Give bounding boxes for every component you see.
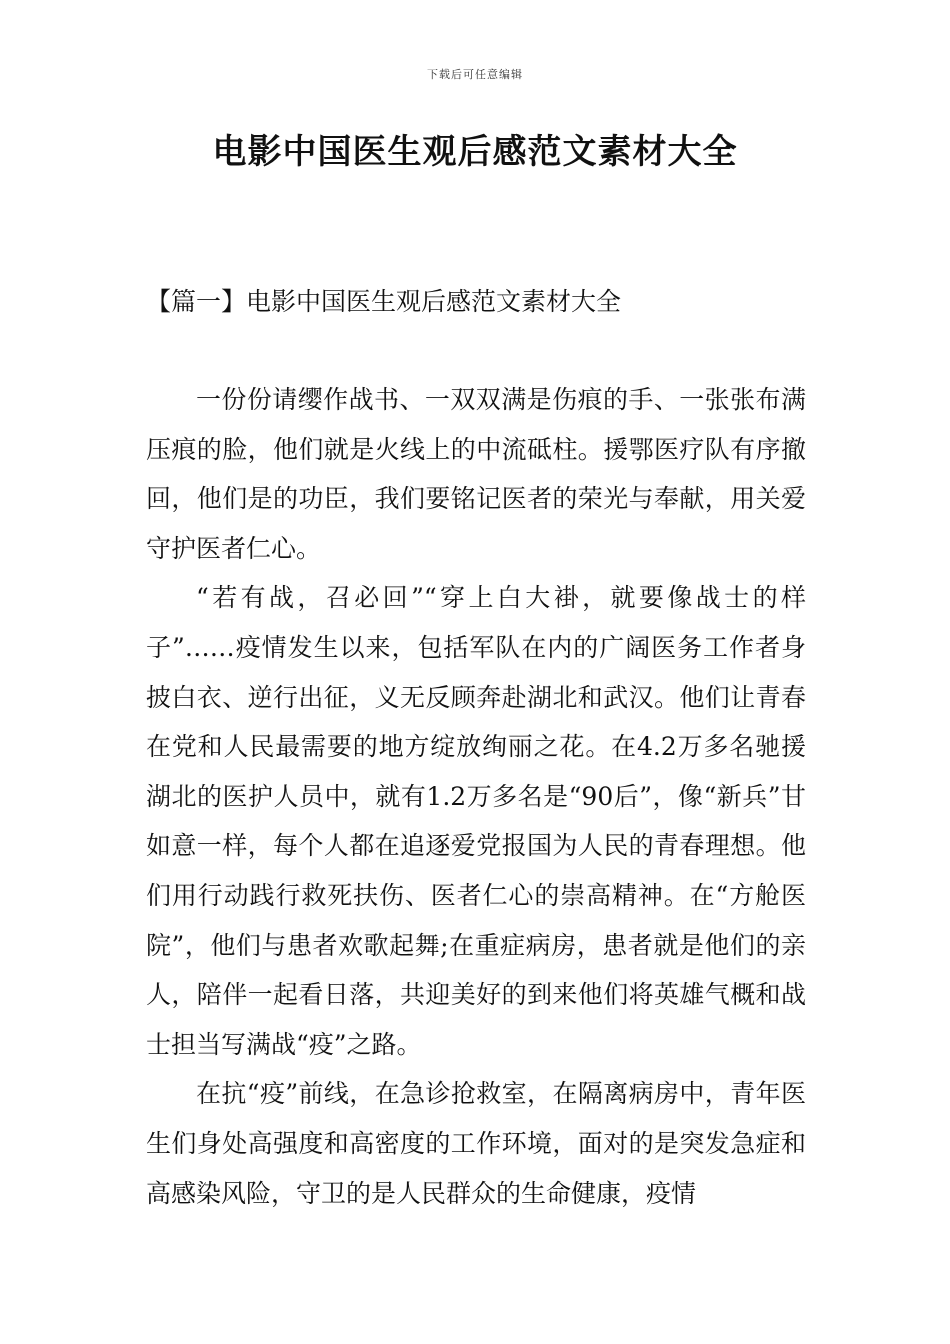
body-text [146,375,806,1218]
header-note: 下载后可任意编辑 [427,68,523,81]
paragraph-3: 在抗“疫”前线，在急诊抢救室，在隔离病房中，青年医生们身处高强度和高密度的工作环境，面对的是突发急症和高感染风险，守卫的是人民群众的生命健康，疫情 [146,1079,806,1208]
section-heading: 【篇一】电影中国医生观后感范文素材大全 [146,287,622,316]
paragraph-1: 一份份请缨作战书、一双双满是伤痕的手、一张张布满压痕的脸，他们就是火线上的中流砥柱。援鄂医疗队有序撤回，他们是的功臣，我们要铭记医者的荣光与奉献，用关爱守护医者仁心。 [146,385,806,563]
paragraph-2: “若有战，召必回”“穿上白大褂，就要像战士的样子”……疫情发生以来，包括军队在内的广阔医务工作者身披白衣、逆行出征，义无反顾奔赴湖北和武汉。他们让青春在党和人民最需要的地方绽放绚丽之花。在4.2万多名驰援湖北的医护人员中，就有1.2万多名是“90后”，像“新兵”甘如意一样，每个人都在追逐爱党报国为人民的青春理想。他们用行动践行救死扶伤、医者仁心的崇高精神。在“方舱医院”，他们与患者欢歌起舞;在重症病房，患者就是他们的亲人，陪伴一起看日落，共迎美好的到来他们将英雄气概和战士担当写满战“疫”之路。 [146,583,806,1059]
document-title: 电影中国医生观后感范文素材大全 [212,132,738,172]
